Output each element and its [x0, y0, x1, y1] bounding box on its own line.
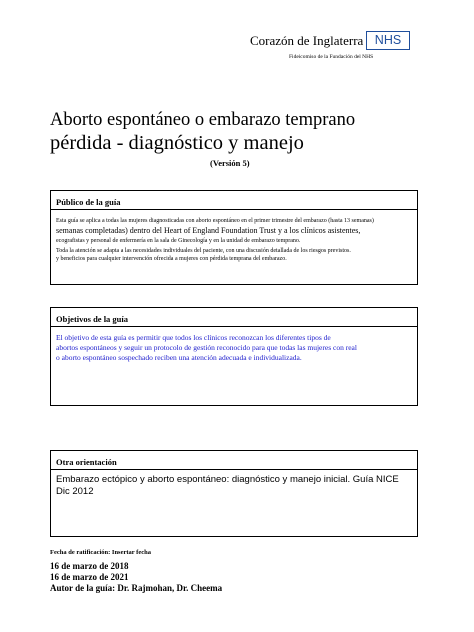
objectives-text-line1: El objetivo de esta guía es permitir que todos los clínicos reconozcan los diferentes tipos de — [56, 333, 331, 342]
guidance-divider — [51, 469, 417, 470]
brand-name: Corazón de Inglaterra — [250, 33, 364, 48]
nhs-logo: NHS — [366, 31, 410, 50]
brand-subtitle: Fideicomiso de la Fundación del NHS — [289, 54, 374, 60]
guidance-text-line2: Dic 2012 — [56, 486, 94, 497]
audience-divider — [51, 209, 417, 210]
objectives-heading: Objetivos de la guía — [56, 314, 129, 324]
ratification-date: Fecha de ratificación: Insertar fecha — [50, 549, 151, 556]
document-title-line1: Aborto espontáneo o embarazo temprano — [50, 110, 356, 130]
review-date: 16 de marzo de 2021 — [50, 572, 129, 582]
guidance-heading: Otra orientación — [56, 457, 117, 467]
audience-text-line2: semanas completadas) dentro del Heart of England Foundation Trust y a los clínicos asistentes, — [56, 226, 361, 235]
audience-text-line3: ecografistas y personal de enfermería en la sala de Ginecología y en la unidad de embarazo temprano. — [56, 238, 301, 244]
document-version: (Versión 5) — [210, 158, 250, 168]
audience-box — [50, 190, 418, 285]
guidance-text-line1: Embarazo ectópico y aborto espontáneo: diagnóstico y manejo inicial. Guía NICE — [56, 474, 399, 485]
guidance-box — [50, 450, 418, 537]
document-title-line2: pérdida - diagnóstico y manejo — [50, 132, 304, 154]
objectives-text-line2: abortos espontáneos y seguir un protocolo de gestión reconocido para que todas las mujeres con real — [56, 343, 357, 352]
objectives-text-line3: o aborto espontáneo sospechado reciben una atención adecuada e individualizada. — [56, 353, 302, 362]
objectives-divider — [51, 326, 417, 327]
objectives-box — [50, 307, 418, 406]
issue-date: 16 de marzo de 2018 — [50, 561, 129, 571]
audience-text-line4: Toda la atención se adapta a las necesidades individuales del paciente, con una discusión detallada de los riesgos previstos. — [56, 248, 351, 254]
audience-text-line1: Esta guía se aplica a todas las mujeres diagnosticadas con aborto espontáneo en el primer trimestre del embarazo (hasta 13 semanas) — [56, 218, 374, 224]
audience-text-line5: y beneficios para cualquier intervención ofrecida a mujeres con pérdida temprana del embarazo. — [56, 256, 287, 262]
guide-author: Autor de la guía: Dr. Rajmohan, Dr. Cheema — [50, 583, 223, 593]
audience-heading: Público de la guía — [56, 197, 121, 207]
